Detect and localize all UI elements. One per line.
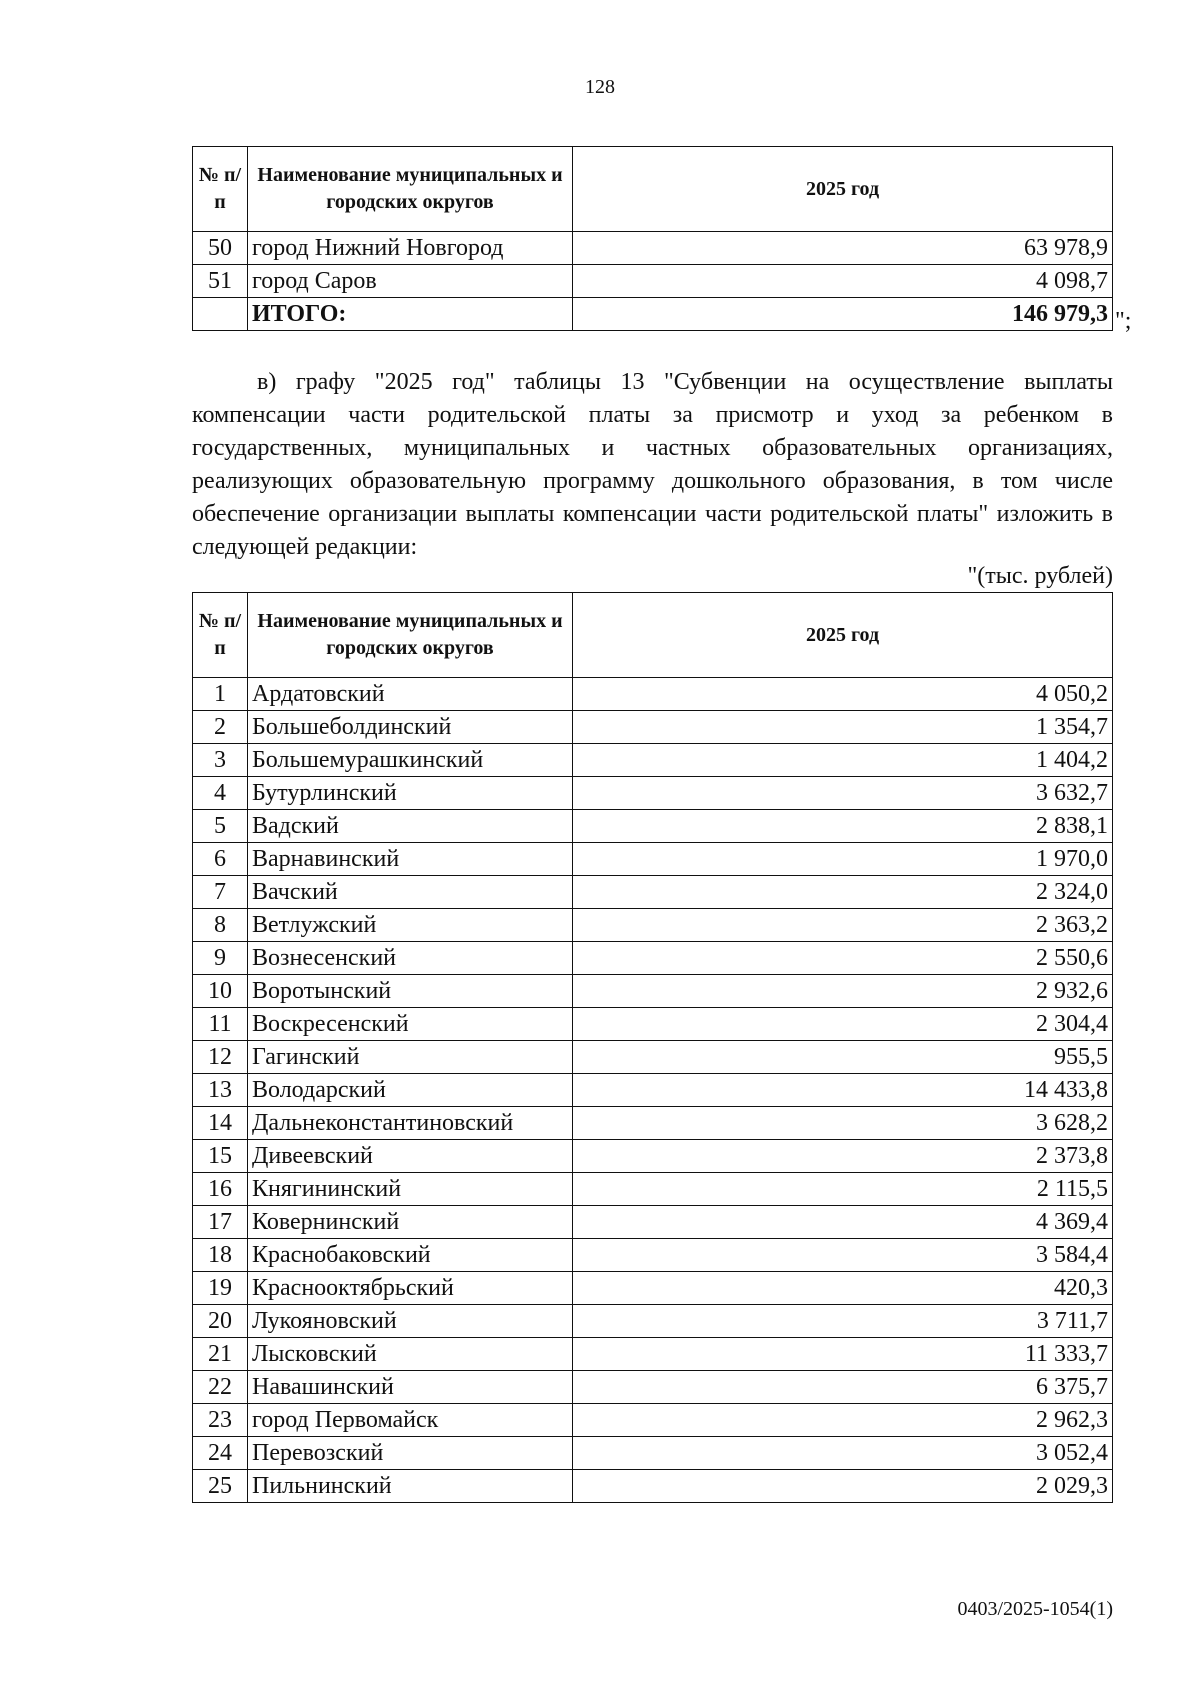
row-number: 19 <box>193 1272 248 1305</box>
table-row <box>193 1371 1113 1404</box>
amount: 63 978,9 <box>573 232 1113 265</box>
header-year: 2025 год <box>573 593 1113 678</box>
municipality-name: Вачский <box>248 876 573 909</box>
amount: 4 050,2 <box>573 678 1113 711</box>
table-row <box>193 1140 1113 1173</box>
amount: 3 711,7 <box>573 1305 1113 1338</box>
table-row <box>193 1470 1113 1503</box>
row-number: 4 <box>193 777 248 810</box>
municipality-name: Лукояновский <box>248 1305 573 1338</box>
page-number: 128 <box>585 76 615 98</box>
row-number: 1 <box>193 678 248 711</box>
municipality-name: Навашинский <box>248 1371 573 1404</box>
header-year: 2025 год <box>573 147 1113 232</box>
amount: 955,5 <box>573 1041 1113 1074</box>
row-number: 50 <box>193 232 248 265</box>
row-number: 20 <box>193 1305 248 1338</box>
row-number: 10 <box>193 975 248 1008</box>
table-row <box>193 1239 1113 1272</box>
amendment-paragraph: в) графу "2025 год" таблицы 13 "Субвенции на осуществление выплаты компенсации части родительской платы за присмотр и уход за ребенком в государственных, муниципальных и частных образовательных организациях, реализующих образовательную программу дошкольного образования, в том числе обеспечение организации выплаты компенсации части родительской платы" изложить в следующей редакции: <box>192 369 1113 560</box>
row-number: 15 <box>193 1140 248 1173</box>
header-num: № п/п <box>193 593 248 678</box>
row-number: 6 <box>193 843 248 876</box>
municipality-name: Воротынский <box>248 975 573 1008</box>
municipality-name: ИТОГО: <box>248 298 573 331</box>
header-name: Наименование муниципальных и городских округов <box>248 593 573 678</box>
row-number: 7 <box>193 876 248 909</box>
municipality-name: Варнавинский <box>248 843 573 876</box>
header-name: Наименование муниципальных и городских округов <box>248 147 573 232</box>
table-row <box>193 678 1113 711</box>
row-number: 24 <box>193 1437 248 1470</box>
amount: 1 970,0 <box>573 843 1113 876</box>
row-number: 13 <box>193 1074 248 1107</box>
row-number: 51 <box>193 265 248 298</box>
municipality-name: Вадский <box>248 810 573 843</box>
subvention-table-13 <box>192 592 1113 1503</box>
amount: 3 632,7 <box>573 777 1113 810</box>
municipality-name: Ковернинский <box>248 1206 573 1239</box>
amount: 2 962,3 <box>573 1404 1113 1437</box>
table-row <box>193 265 1113 298</box>
table-row <box>193 1107 1113 1140</box>
amount: 2 550,6 <box>573 942 1113 975</box>
table-row <box>193 942 1113 975</box>
municipality-name: Краснооктябрьский <box>248 1272 573 1305</box>
row-number: 21 <box>193 1338 248 1371</box>
row-number: 11 <box>193 1008 248 1041</box>
table-row <box>193 1338 1113 1371</box>
table-row <box>193 1008 1113 1041</box>
table-row <box>193 975 1113 1008</box>
municipality-name: Большемурашкинский <box>248 744 573 777</box>
total-row <box>193 298 1113 331</box>
municipality-name: Краснобаковский <box>248 1239 573 1272</box>
row-number: 8 <box>193 909 248 942</box>
amount: 2 363,2 <box>573 909 1113 942</box>
municipality-name: Пильнинский <box>248 1470 573 1503</box>
municipality-name: Ардатовский <box>248 678 573 711</box>
unit-note: "(тыс. рублей) <box>967 563 1113 589</box>
table-header-row <box>193 593 1113 678</box>
municipality-name: Дивеевский <box>248 1140 573 1173</box>
row-number <box>193 298 248 331</box>
amount: 2 029,3 <box>573 1470 1113 1503</box>
row-number: 14 <box>193 1107 248 1140</box>
amount: 2 304,4 <box>573 1008 1113 1041</box>
table-row <box>193 744 1113 777</box>
row-number: 22 <box>193 1371 248 1404</box>
table-row <box>193 1272 1113 1305</box>
municipality-name: Дальнеконстантиновский <box>248 1107 573 1140</box>
table-row <box>193 876 1113 909</box>
table-row <box>193 1206 1113 1239</box>
amount: 4 098,7 <box>573 265 1113 298</box>
amount: 2 932,6 <box>573 975 1113 1008</box>
row-number: 25 <box>193 1470 248 1503</box>
header-num: № п/п <box>193 147 248 232</box>
municipality-name: Володарский <box>248 1074 573 1107</box>
amount: 2 324,0 <box>573 876 1113 909</box>
municipality-name: Лысковский <box>248 1338 573 1371</box>
closing-quote: "; <box>1115 308 1132 334</box>
row-number: 16 <box>193 1173 248 1206</box>
table-row <box>193 1173 1113 1206</box>
amount: 146 979,3 <box>573 298 1113 331</box>
amount: 1 354,7 <box>573 711 1113 744</box>
municipality-name: Перевозский <box>248 1437 573 1470</box>
row-number: 5 <box>193 810 248 843</box>
amount: 1 404,2 <box>573 744 1113 777</box>
municipality-name: Большеболдинский <box>248 711 573 744</box>
municipality-name: Ветлужский <box>248 909 573 942</box>
municipality-name: Воскресенский <box>248 1008 573 1041</box>
table-row <box>193 810 1113 843</box>
municipality-name: Княгининский <box>248 1173 573 1206</box>
row-number: 23 <box>193 1404 248 1437</box>
table-header-row <box>193 147 1113 232</box>
amount: 2 838,1 <box>573 810 1113 843</box>
municipality-name: Бутурлинский <box>248 777 573 810</box>
table-row <box>193 1074 1113 1107</box>
municipality-name: город Саров <box>248 265 573 298</box>
row-number: 2 <box>193 711 248 744</box>
amount: 3 584,4 <box>573 1239 1113 1272</box>
amount: 14 433,8 <box>573 1074 1113 1107</box>
amount: 2 115,5 <box>573 1173 1113 1206</box>
amount: 2 373,8 <box>573 1140 1113 1173</box>
table-body <box>193 678 1113 1503</box>
table-row <box>193 1041 1113 1074</box>
municipality-name: Гагинский <box>248 1041 573 1074</box>
row-number: 9 <box>193 942 248 975</box>
table-row <box>193 1305 1113 1338</box>
table-row <box>193 1437 1113 1470</box>
municipality-name: город Нижний Новгород <box>248 232 573 265</box>
table-row <box>193 909 1113 942</box>
subvention-table-continued <box>192 146 1113 331</box>
row-number: 17 <box>193 1206 248 1239</box>
table-row <box>193 1404 1113 1437</box>
table-row <box>193 777 1113 810</box>
table-row <box>193 711 1113 744</box>
amount: 11 333,7 <box>573 1338 1113 1371</box>
row-number: 18 <box>193 1239 248 1272</box>
municipality-name: Вознесенский <box>248 942 573 975</box>
amount: 3 628,2 <box>573 1107 1113 1140</box>
table-body <box>193 232 1113 331</box>
amount: 6 375,7 <box>573 1371 1113 1404</box>
amount: 3 052,4 <box>573 1437 1113 1470</box>
row-number: 12 <box>193 1041 248 1074</box>
table-row <box>193 843 1113 876</box>
table-row <box>193 232 1113 265</box>
document-code: 0403/2025-1054(1) <box>957 1598 1113 1620</box>
amount: 420,3 <box>573 1272 1113 1305</box>
municipality-name: город Первомайск <box>248 1404 573 1437</box>
row-number: 3 <box>193 744 248 777</box>
amount: 4 369,4 <box>573 1206 1113 1239</box>
